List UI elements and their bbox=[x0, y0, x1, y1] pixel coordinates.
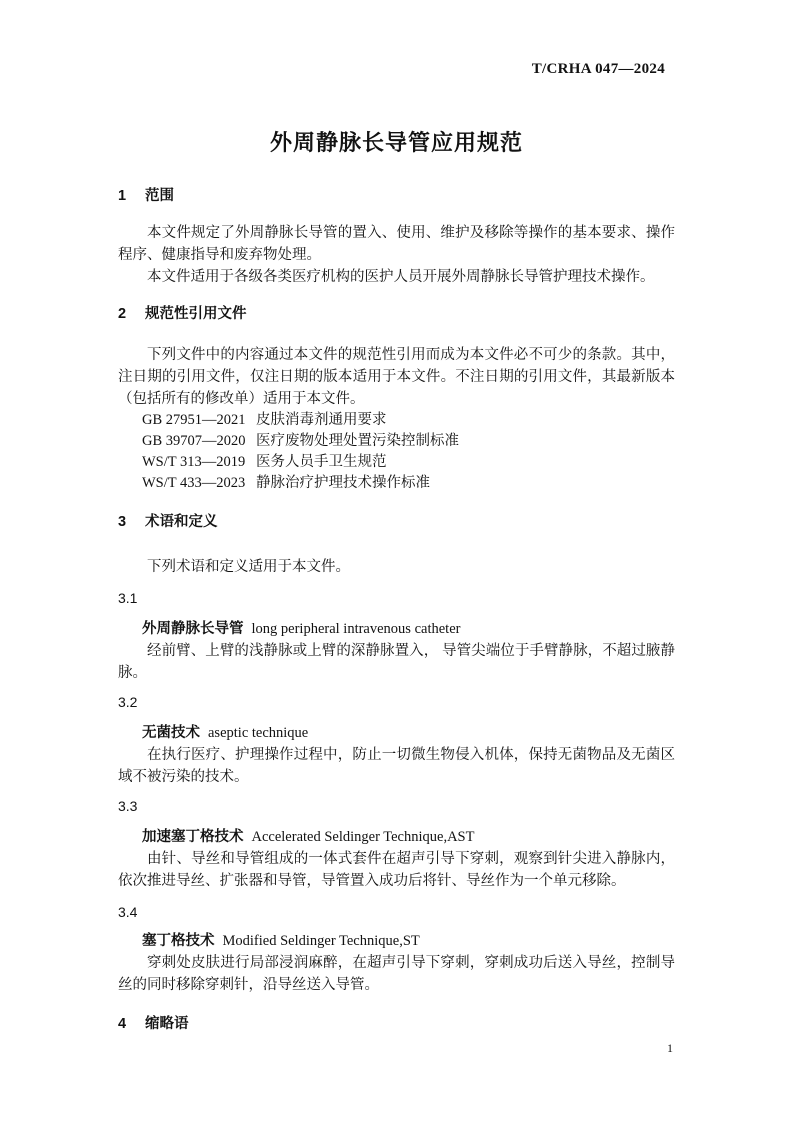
section-heading-terms bbox=[118, 512, 675, 532]
clause-number-3-2: 3.2 bbox=[118, 694, 138, 710]
term-definition: 经前臂、上臂的浅静脉或上臂的深静脉置入， 导管尖端位于手臂静脉，不超过腋静脉。 bbox=[118, 643, 675, 681]
term-entry bbox=[118, 930, 675, 952]
terms-intro: 下列术语和定义适用于本文件。 bbox=[147, 559, 350, 575]
term-name-en: aseptic technique bbox=[208, 725, 309, 741]
reference-list bbox=[118, 410, 675, 494]
reference-title: 静脉治疗护理技术操作标准 bbox=[256, 475, 430, 491]
section-number: 4 bbox=[118, 1016, 127, 1032]
reference-title: 医疗废物处理处置污染控制标准 bbox=[256, 433, 459, 449]
clause-number-3-4: 3.4 bbox=[118, 904, 138, 920]
section-heading-abbreviations bbox=[118, 1014, 675, 1034]
normative-references-intro: 下列文件中的内容通过本文件的规范性引用而成为本文件必不可少的条款。其中，注日期的引用文件，仅注日期的版本适用于本文件。不注日期的引用文件，其最新版本（包括所有的修改单）适用于本文件。 bbox=[118, 347, 675, 407]
clause-number-3-3: 3.3 bbox=[118, 798, 138, 814]
term-definition: 在执行医疗、护理操作过程中，防止一切微生物侵入机体，保持无菌物品及无菌区域不被污染的技术。 bbox=[118, 747, 675, 785]
document-title: 外周静脉长导管应用规范 bbox=[269, 130, 523, 155]
section-heading-label: 规范性引用文件 bbox=[145, 306, 247, 322]
term-name-zh: 外周静脉长导管 bbox=[142, 621, 244, 637]
section-number: 2 bbox=[118, 306, 127, 322]
reference-code: WS/T 433—2023 bbox=[142, 475, 246, 491]
term-definition: 由针、导丝和导管组成的一体式套件在超声引导下穿刺，观察到针尖进入静脉内，依次推进导丝、扩张器和导管，导管置入成功后将针、导丝作为一个单元移除。 bbox=[118, 851, 675, 889]
term-entry bbox=[118, 618, 675, 640]
reference-item bbox=[142, 452, 675, 473]
reference-title: 医务人员手卫生规范 bbox=[256, 454, 387, 470]
section-heading-label: 范围 bbox=[145, 188, 174, 204]
page-number: 1 bbox=[667, 1041, 673, 1055]
term-name-en: Modified Seldinger Technique,ST bbox=[222, 933, 420, 949]
term-name-zh: 塞丁格技术 bbox=[142, 933, 215, 949]
reference-item bbox=[142, 410, 675, 431]
reference-item bbox=[142, 473, 675, 494]
section-heading-label: 术语和定义 bbox=[145, 514, 218, 530]
term-entry bbox=[118, 826, 675, 848]
term-name-en: Accelerated Seldinger Technique,AST bbox=[251, 829, 475, 845]
reference-item bbox=[142, 431, 675, 452]
reference-code: WS/T 313—2019 bbox=[142, 454, 246, 470]
section-heading-normative-references bbox=[118, 304, 675, 324]
term-name-en: long peripheral intravenous catheter bbox=[251, 621, 461, 637]
scope-paragraph-1: 本文件规定了外周静脉长导管的置入、使用、维护及移除等操作的基本要求、操作程序、健康指导和废弃物处理。 bbox=[118, 225, 675, 263]
section-heading-label: 缩略语 bbox=[145, 1016, 189, 1032]
reference-code: GB 39707—2020 bbox=[142, 433, 246, 449]
term-entry bbox=[118, 722, 675, 744]
clause-number-3-1: 3.1 bbox=[118, 590, 138, 606]
reference-code: GB 27951—2021 bbox=[142, 412, 246, 428]
doc-number: T/CRHA 047—2024 bbox=[531, 61, 665, 77]
term-name-zh: 无菌技术 bbox=[142, 725, 200, 741]
section-number: 3 bbox=[118, 514, 127, 530]
term-definition: 穿刺处皮肤进行局部浸润麻醉，在超声引导下穿刺，穿刺成功后送入导丝，控制导丝的同时移除穿刺针，沿导丝送入导管。 bbox=[118, 955, 675, 993]
reference-title: 皮肤消毒剂通用要求 bbox=[256, 412, 387, 428]
page-content bbox=[118, 0, 675, 1034]
scope-paragraph-2: 本文件适用于各级各类医疗机构的医护人员开展外周静脉长导管护理技术操作。 bbox=[147, 269, 655, 285]
section-heading-scope bbox=[118, 186, 675, 206]
section-number: 1 bbox=[118, 188, 127, 204]
term-name-zh: 加速塞丁格技术 bbox=[142, 829, 244, 845]
